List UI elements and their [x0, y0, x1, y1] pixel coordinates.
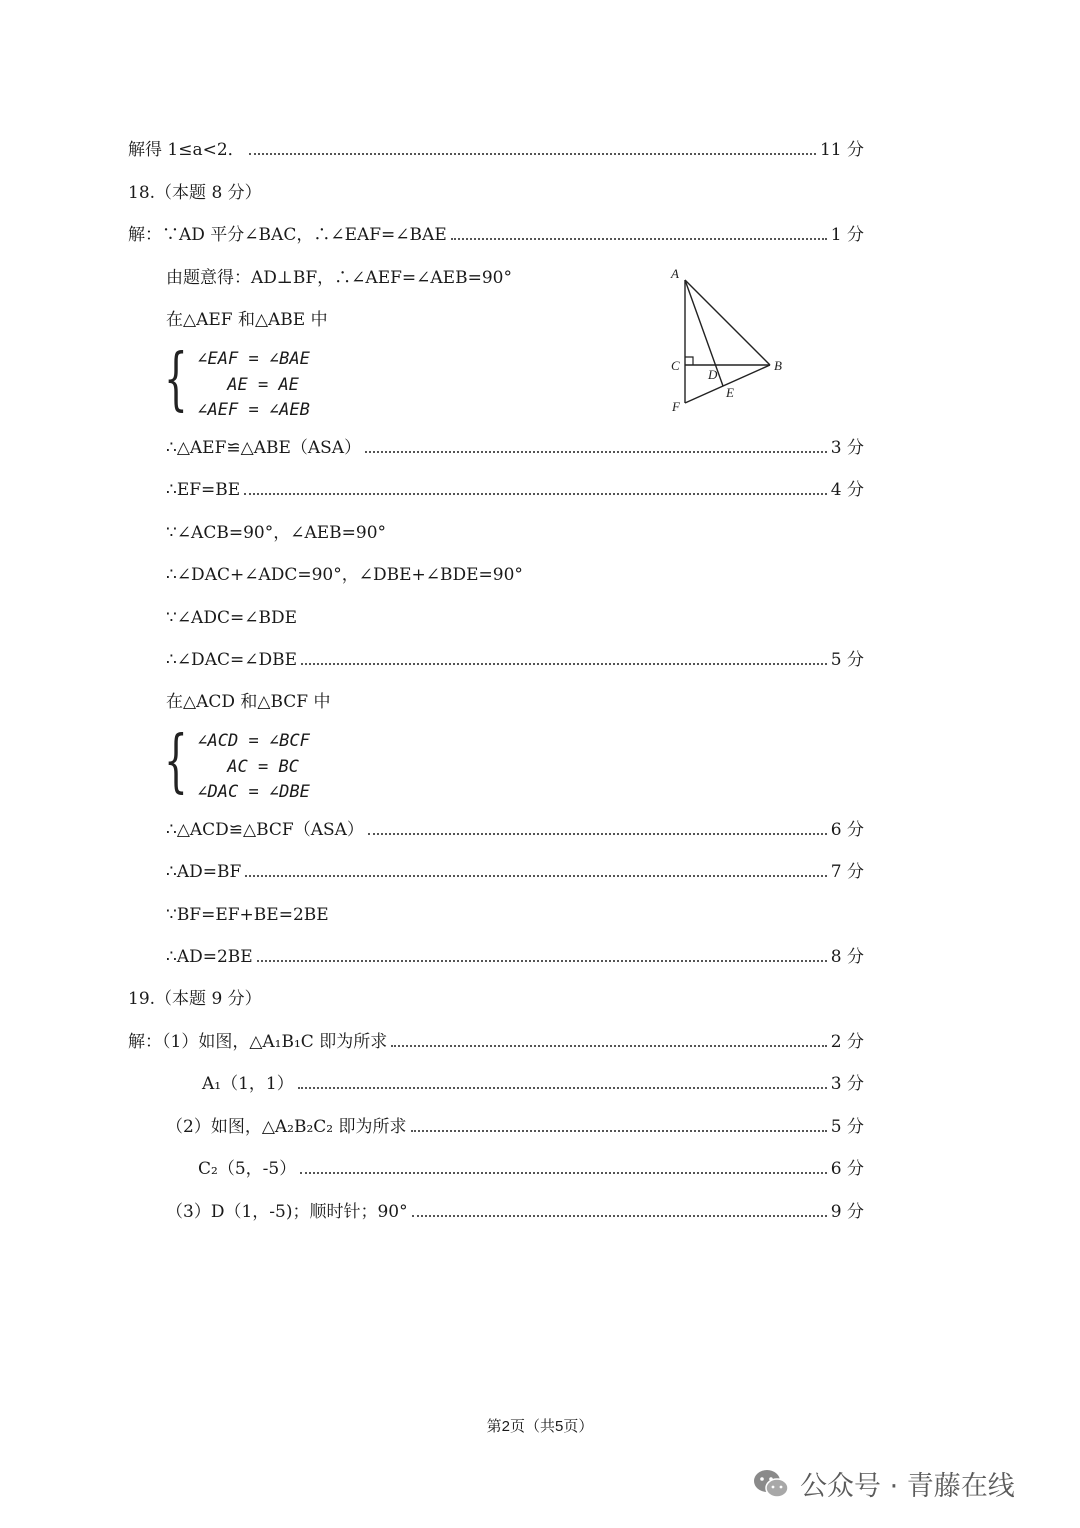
line-text: ∴EF=BE: [166, 480, 241, 500]
dot-leader: [411, 1130, 827, 1132]
solution-line: [128, 138, 864, 162]
score: 5 分: [830, 1117, 864, 1137]
score: 5 分: [830, 650, 864, 670]
dot-leader: [368, 833, 827, 835]
solution-line: [128, 1030, 864, 1054]
system-row: AE = AE: [227, 374, 299, 395]
score: 6 分: [830, 1159, 864, 1179]
score: 3 分: [830, 1074, 864, 1094]
segment-AB: [685, 280, 770, 365]
system-row: ∠EAF = ∠BAE: [197, 349, 310, 369]
score: 2 分: [830, 1032, 864, 1052]
label-F: F: [672, 399, 680, 414]
solution-line: [166, 436, 864, 460]
line-text: ∴△AEF≌△ABE（ASA）: [166, 438, 362, 458]
label-D: D: [708, 367, 718, 382]
geometry-figure: [660, 262, 800, 422]
solution-line: [166, 945, 864, 969]
score: 3 分: [830, 438, 864, 458]
watermark: [752, 1464, 1015, 1503]
line-text: 解：∵AD 平分∠BAC，∴∠EAF=∠BAE: [128, 225, 447, 245]
line-text: （3）D（1，-5)；顺时针；90°: [166, 1202, 408, 1222]
page-footer: 第2页（共5页）: [486, 1418, 594, 1435]
solution-line: ∵∠ADC=∠BDE: [166, 608, 297, 628]
question-18-header: 18.（本题 8 分）: [128, 183, 262, 203]
score: 9 分: [830, 1202, 864, 1222]
equation-system-2: [164, 722, 310, 805]
solution-line: 由题意得：AD⊥BF，∴∠AEF=∠AEB=90°: [166, 268, 512, 288]
label-E: E: [726, 385, 734, 400]
watermark-text: 公众号 · 青藤在线: [800, 1471, 1015, 1502]
line-text: ∴AD=2BE: [166, 947, 253, 967]
score: 4 分: [830, 480, 864, 500]
solution-line: ∵∠ACB=90°，∠AEB=90°: [166, 523, 387, 543]
question-19-header: 19.（本题 9 分）: [128, 989, 262, 1009]
equation-system-1: [164, 340, 310, 423]
right-angle-mark: [685, 357, 693, 365]
solution-line: [166, 860, 864, 884]
wechat-icon: [752, 1468, 790, 1500]
line-text: C₂（5，-5）: [198, 1159, 297, 1179]
system-row: ∠AEF = ∠AEB: [197, 400, 310, 420]
dot-leader: [391, 1045, 827, 1047]
score: 7 分: [830, 862, 864, 882]
solution-line: [166, 818, 864, 842]
dot-leader: [245, 875, 827, 877]
solution-line: [128, 223, 864, 247]
score: 11 分: [819, 140, 864, 160]
solution-line: ∵BF=EF+BE=2BE: [166, 905, 329, 925]
solution-line: [166, 478, 864, 502]
line-text: A₁（1，1）: [202, 1074, 294, 1094]
score: 1 分: [830, 225, 864, 245]
dot-leader: [301, 663, 827, 665]
system-row: ∠DAC = ∠DBE: [197, 782, 310, 802]
line-text: （2）如图，△A₂B₂C₂ 即为所求: [166, 1117, 407, 1137]
solution-line: [166, 1200, 864, 1224]
score: 6 分: [830, 820, 864, 840]
line-text: 解得 1≤a<2．: [128, 140, 245, 160]
score: 8 分: [830, 947, 864, 967]
solution-line: 在△AEF 和△ABE 中: [166, 310, 328, 330]
label-B: B: [774, 358, 782, 373]
line-text: 解：（1）如图，△A₁B₁C 即为所求: [128, 1032, 388, 1052]
brace: {: [164, 722, 188, 801]
dot-leader: [300, 1172, 827, 1174]
solution-line: [202, 1072, 864, 1096]
line-text: ∴AD=BF: [166, 862, 242, 882]
solution-line: ∴∠DAC+∠ADC=90°，∠DBE+∠BDE=90°: [166, 565, 523, 585]
dot-leader: [451, 238, 827, 240]
dot-leader: [365, 451, 827, 453]
dot-leader: [298, 1087, 827, 1089]
line-text: ∴∠DAC=∠DBE: [166, 650, 297, 670]
dot-leader: [244, 493, 827, 495]
dot-leader: [412, 1215, 827, 1217]
label-A: A: [671, 266, 679, 281]
dot-leader: [257, 960, 827, 962]
label-C: C: [671, 358, 680, 373]
solution-line: [198, 1157, 864, 1181]
dot-leader: [249, 153, 816, 155]
solution-line: 在△ACD 和△BCF 中: [166, 692, 331, 712]
solution-line: [166, 1115, 864, 1139]
solution-line: [166, 648, 864, 672]
line-text: ∴△ACD≌△BCF（ASA）: [166, 820, 364, 840]
brace: {: [164, 340, 188, 419]
system-row: AC = BC: [227, 756, 299, 777]
system-row: ∠ACD = ∠BCF: [197, 731, 310, 751]
